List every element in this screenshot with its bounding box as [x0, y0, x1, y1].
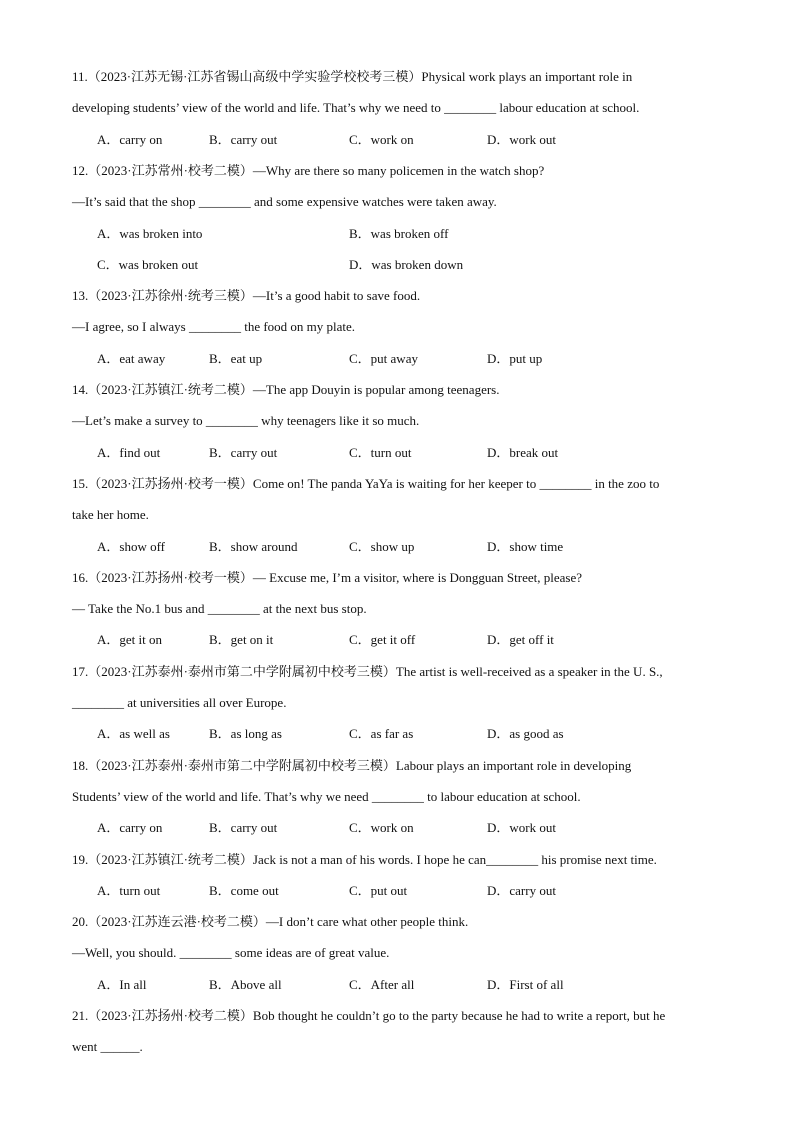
question-stem: 12.（2023·江苏常州·校考二模）—Why are there so many policemen in the watch shop? — [72, 162, 545, 178]
question-line: —I agree, so I always ________ the food on my plate. — [72, 319, 356, 335]
answer-option: B．was broken off — [349, 225, 449, 241]
answer-option: B．carry out — [209, 131, 278, 147]
question-stem: 21.（2023·江苏扬州·校考二模）Bob thought he couldn’t go to the party because he had to write a report, but he — [72, 1008, 666, 1023]
question-line: —It’s said that the shop ________ and some expensive watches were taken away. — [72, 194, 497, 210]
question-stem: 13.（2023·江苏徐州·统考三模）—It’s a good habit to save food. — [72, 288, 421, 304]
answer-option: B．as long as — [209, 726, 282, 742]
answer-option: D．carry out — [487, 882, 556, 898]
answer-option: A．find out — [97, 444, 161, 460]
answer-option: C．put out — [349, 882, 408, 898]
answer-option: D．put up — [487, 350, 543, 366]
question-stem: 17.（2023·江苏泰州·泰州市第二中学附属初中校考三模）The artist is well-received as a speaker in the U. S., — [72, 663, 663, 679]
answer-option: C．turn out — [349, 444, 412, 460]
question-line: — Take the No.1 bus and ________ at the next bus stop. — [72, 601, 367, 617]
question-stem: 18.（2023·江苏泰州·泰州市第二中学附属初中校考三模）Labour plays an important role in developing — [72, 757, 632, 773]
question-line: developing students’ view of the world and life. That’s why we need to ________ labour education at school. — [72, 100, 640, 116]
option-row — [97, 257, 747, 273]
answer-option: B．show around — [209, 538, 298, 554]
question-stem: 11.（2023·江苏无锡·江苏省锡山高级中学实验学校校考三模）Physical work plays an important role in — [72, 69, 633, 84]
answer-option: B．get on it — [209, 632, 274, 648]
option-row — [97, 726, 747, 742]
question-line: —Let’s make a survey to ________ why teenagers like it so much. — [72, 413, 420, 429]
answer-option: D．was broken down — [349, 256, 464, 272]
answer-option: C．put away — [349, 350, 418, 366]
option-row — [97, 226, 747, 242]
question-stem: 20.（2023·江苏连云港·校考二模）—I don’t care what other people think. — [72, 914, 469, 930]
question-line: ________ at universities all over Europe. — [72, 695, 287, 710]
answer-option: C．work on — [349, 820, 414, 836]
answer-option: C．show up — [349, 538, 415, 554]
answer-option: D．as good as — [487, 726, 564, 742]
answer-option: B．come out — [209, 882, 279, 898]
option-row — [97, 445, 747, 461]
answer-option: A．eat away — [97, 350, 166, 366]
option-row — [97, 632, 747, 648]
question-stem: 16.（2023·江苏扬州·校考一模）— Excuse me, I’m a visitor, where is Dongguan Street, please? — [72, 569, 582, 585]
answer-option: A．carry on — [97, 820, 163, 836]
option-row — [97, 883, 747, 899]
question-stem: 15.（2023·江苏扬州·校考一模）Come on! The panda YaYa is waiting for her keeper to ________ in the zoo to — [72, 475, 660, 491]
answer-option: A．get it on — [97, 632, 162, 648]
answer-option: D．work out — [487, 131, 556, 147]
answer-option: B．eat up — [209, 350, 263, 366]
answer-option: C．work on — [349, 131, 414, 147]
option-row — [97, 539, 747, 555]
answer-option: A．In all — [97, 976, 147, 992]
answer-option: D．break out — [487, 444, 559, 460]
answer-option: B．Above all — [209, 976, 282, 992]
answer-option: C．as far as — [349, 726, 414, 742]
question-line: —Well, you should. ________ some ideas are of great value. — [72, 945, 390, 961]
answer-option: A．was broken into — [97, 225, 203, 241]
answer-option: A．carry on — [97, 131, 163, 147]
question-stem: 19.（2023·江苏镇江·统考二模）Jack is not a man of his words. I hope he can________ his promise next time. — [72, 851, 657, 867]
answer-option: A．show off — [97, 538, 166, 554]
question-line: take her home. — [72, 507, 149, 523]
answer-option: C．get it off — [349, 632, 416, 648]
option-row — [97, 977, 747, 993]
answer-option: D．show time — [487, 538, 564, 554]
question-line: went ______. — [72, 1039, 143, 1055]
question-line: Students’ view of the world and life. That’s why we need ________ to labour education at school. — [72, 788, 581, 804]
answer-option: C．After all — [349, 976, 415, 992]
option-row — [97, 351, 747, 367]
option-row — [97, 132, 747, 148]
answer-option: D．First of all — [487, 976, 564, 992]
answer-option: B．carry out — [209, 444, 278, 460]
answer-option: D．work out — [487, 820, 556, 836]
option-row — [97, 820, 747, 836]
answer-option: A．turn out — [97, 882, 161, 898]
answer-option: C．was broken out — [97, 256, 199, 272]
question-stem: 14.（2023·江苏镇江·统考二模）—The app Douyin is popular among teenagers. — [72, 382, 500, 397]
answer-option: B．carry out — [209, 820, 278, 836]
answer-option: A．as well as — [97, 726, 170, 742]
answer-option: D．get off it — [487, 632, 554, 648]
